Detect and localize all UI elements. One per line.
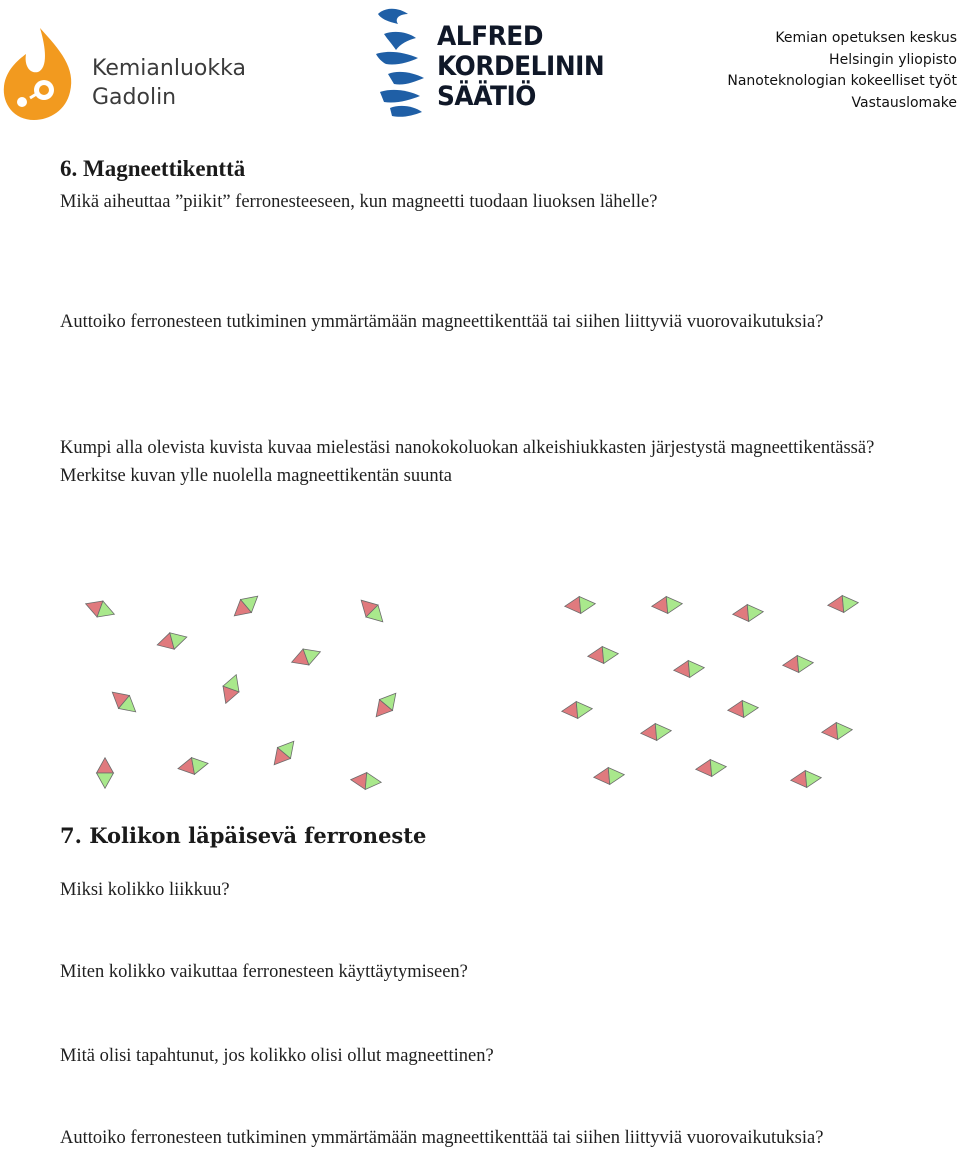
particle-green-half [797, 654, 814, 672]
particle [727, 699, 759, 719]
particle [790, 769, 822, 789]
kemianluokka-gadolin-logo [0, 24, 260, 124]
section-6-question-3: Kumpi alla olevista kuvista kuvaa mielestäsi nanokokoluokan alkeishiukkasten järjestystä magneettikentässä? Merkitse kuvan ylle nuolella magneettikentän suunta [60, 438, 875, 486]
kordelin-emblem-icon [374, 4, 434, 124]
particle [640, 722, 672, 742]
particle-green-half [608, 766, 625, 784]
gadolin-line2: Gadolin [92, 85, 177, 110]
particle-red-half [587, 647, 604, 665]
kordelin-line3: SÄÄTIÖ [437, 81, 536, 112]
header-line-form: Vastauslomake [851, 94, 957, 111]
particle-green-half [192, 755, 210, 774]
section-7-question-3: Mitä olisi tapahtunut, jos kolikko olisi ollut magneettinen? [60, 1046, 494, 1066]
particle [107, 686, 141, 719]
particle-green-half [688, 659, 705, 677]
header-info [727, 28, 957, 114]
particle [176, 755, 209, 777]
particle-green-half [747, 603, 764, 621]
particle-green-half [576, 700, 593, 718]
particle [782, 654, 814, 674]
particle-arrangement-figures [0, 570, 960, 820]
particle-red-half [732, 605, 749, 623]
particle-red-half [821, 723, 838, 741]
particle [587, 645, 619, 665]
particle-red-half [727, 701, 744, 719]
particle [651, 595, 683, 615]
particle-green-half [365, 773, 382, 791]
kordelin-line2: KORDELININ [437, 51, 605, 82]
alfred-kordelin-logo [374, 4, 605, 124]
particle-green-half [836, 721, 853, 739]
section-6-question-1: Mikä aiheuttaa ”piikit” ferronesteeseen, kun magneetti tuodaan liuoksen lähelle? [60, 192, 658, 212]
particle-red-half [640, 724, 657, 742]
particle-green-half [710, 758, 727, 776]
section-7-question-4: Auttoiko ferronesteen tutkiminen ymmärtämään magneettikenttää tai siihen liittyviä vuorovaikutuksia? [60, 1128, 824, 1148]
kordelin-line1: ALFRED [437, 21, 543, 52]
particle [564, 595, 596, 615]
header-line-organization: Kemian opetuksen keskus [775, 30, 957, 46]
particle-red-half [782, 656, 799, 674]
section-6-title: 6. Magneettikenttä [60, 156, 246, 181]
gadolin-line1: Kemianluokka [92, 56, 246, 81]
particle [827, 594, 859, 614]
particle-red-half [673, 661, 690, 679]
section-6-question-2: Auttoiko ferronesteen tutkiminen ymmärtämään magneettikenttää tai siihen liittyviä vuorovaikutuksia? [60, 312, 824, 332]
particle-green-half [842, 594, 859, 612]
particle [155, 629, 189, 653]
particle [732, 603, 764, 623]
particle [83, 596, 118, 622]
particle [268, 736, 301, 770]
particle [97, 758, 114, 789]
particle [289, 644, 324, 670]
particle-red-half [97, 758, 114, 773]
particle-red-half [790, 771, 807, 789]
particle-red-half [651, 597, 668, 615]
gadolin-flame-icon [0, 24, 80, 124]
disordered-particles-figure [83, 590, 403, 791]
particle [350, 771, 382, 791]
particle-red-half [827, 596, 844, 614]
particle-green-half [579, 595, 596, 613]
ordered-particles-figure [561, 594, 859, 789]
particle-red-half [695, 760, 712, 778]
section-7-question-2: Miten kolikko vaikuttaa ferronesteen käyttäytymiseen? [60, 962, 468, 982]
particle [821, 721, 853, 741]
header-line-university: Helsingin yliopisto [829, 51, 957, 68]
header-line-course: Nanoteknologian kokeelliset työt [727, 73, 957, 89]
section-7-question-1: Miksi kolikko liikkuu? [60, 880, 230, 900]
particle-red-half [593, 768, 610, 786]
particle-red-half [561, 702, 578, 720]
particle-green-half [666, 595, 683, 613]
particle-green-half [655, 722, 672, 740]
particle-green-half [805, 769, 822, 787]
particle-green-half [742, 699, 759, 717]
section-7-title: 7. Kolikon läpäisevä ferroneste [60, 823, 427, 848]
particle [355, 594, 389, 628]
particle [218, 672, 244, 707]
particle-red-half [350, 771, 367, 789]
particle [673, 659, 705, 679]
particle-red-half [564, 597, 581, 615]
particle [593, 766, 625, 786]
particle-green-half [602, 645, 619, 663]
particle [561, 700, 593, 720]
particle [695, 758, 727, 778]
particle [229, 590, 263, 623]
particle [370, 688, 403, 722]
particle-green-half [97, 773, 114, 788]
